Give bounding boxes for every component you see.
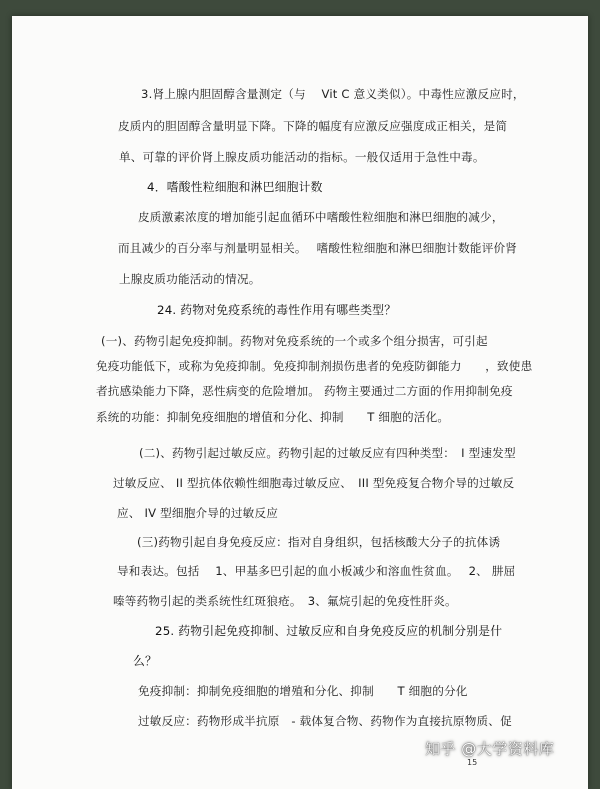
section-heading-4: 4．嗜酸性粒细胞和淋巴细胞计数 <box>147 180 323 194</box>
text-line-14: 过敏反应、 II 型抗体依赖性细胞毒过敏反应、 III 型免疫复合物介导的过敏反 <box>113 476 515 490</box>
watermark: 知乎 @大学资料库 <box>425 740 555 758</box>
text-line-15: 应、 IV 型细胞介导的过敏反应 <box>117 506 279 520</box>
question-24-heading: 24. 药物对免疫系统的毒性作用有哪些类型？ <box>157 303 397 317</box>
text-line-12: 系统的功能：抑制免疫细胞的增值和分化、抑制 T 细胞的活化。 <box>96 410 450 424</box>
text-line-2: 皮质内的胆固醇含量明显下降。下降的幅度有应激反应强度成正相关，是简 <box>118 119 508 133</box>
text-line-17: 导和表达。包括 1、甲基多巴引起的血小板减少和溶血性贫血。 2、 肼屈 <box>117 564 516 578</box>
text-line-7: 上腺皮质功能活动的情况。 <box>119 272 261 286</box>
text-line-3: 单、可靠的评价肾上腺皮质功能活动的指标。一般仅适用于急性中毒。 <box>119 150 485 164</box>
text-line-9: (一)、药物引起免疫抑制。药物对免疫系统的一个或多个组分损害，可引起 <box>101 334 488 348</box>
text-line-1: 3.肾上腺内胆固醇含量测定（与 Vit C 意义类似）。中毒性应激反应时， <box>141 87 525 101</box>
question-25-heading: 25. 药物引起免疫抑制、过敏反应和自身免疫反应的机制分别是什 <box>155 624 503 638</box>
page-number: 15 <box>467 758 478 767</box>
text-line-10: 免疫功能低下，或称为免疫抑制。免疫抑制剂损伤患者的免疫防御能力 ，致使患 <box>96 359 533 373</box>
text-line-11: 者抗感染能力下降，恶性病变的危险增加。 药物主要通过二方面的作用抑制免疫 <box>96 384 513 398</box>
text-line-22: 过敏反应：药物形成半抗原 - 载体复合物、药物作为直接抗原物质、促 <box>138 714 512 728</box>
text-line-6: 而且减少的百分率与剂量明显相关。 嗜酸性粒细胞和淋巴细胞计数能评价肾 <box>118 241 518 255</box>
document-page <box>12 16 588 789</box>
text-line-16: (三)药物引起自身免疫反应：指对自身组织，包括核酸大分子的抗体诱 <box>137 535 501 549</box>
text-line-13: (二)、药物引起过敏反应。药物引起的过敏反应有四种类型： I 型速发型 <box>139 446 516 460</box>
text-line-21: 免疫抑制：抑制免疫细胞的增殖和分化、抑制 T 细胞的分化 <box>138 684 468 698</box>
question-25-heading-cont: 么？ <box>133 654 157 668</box>
text-line-18: 嗪等药物引起的类系统性红斑狼疮。 3、氟烷引起的免疫性肝炎。 <box>113 594 457 608</box>
text-line-5: 皮质激素浓度的增加能引起血循环中嗜酸性粒细胞和淋巴细胞的减少， <box>138 210 504 224</box>
